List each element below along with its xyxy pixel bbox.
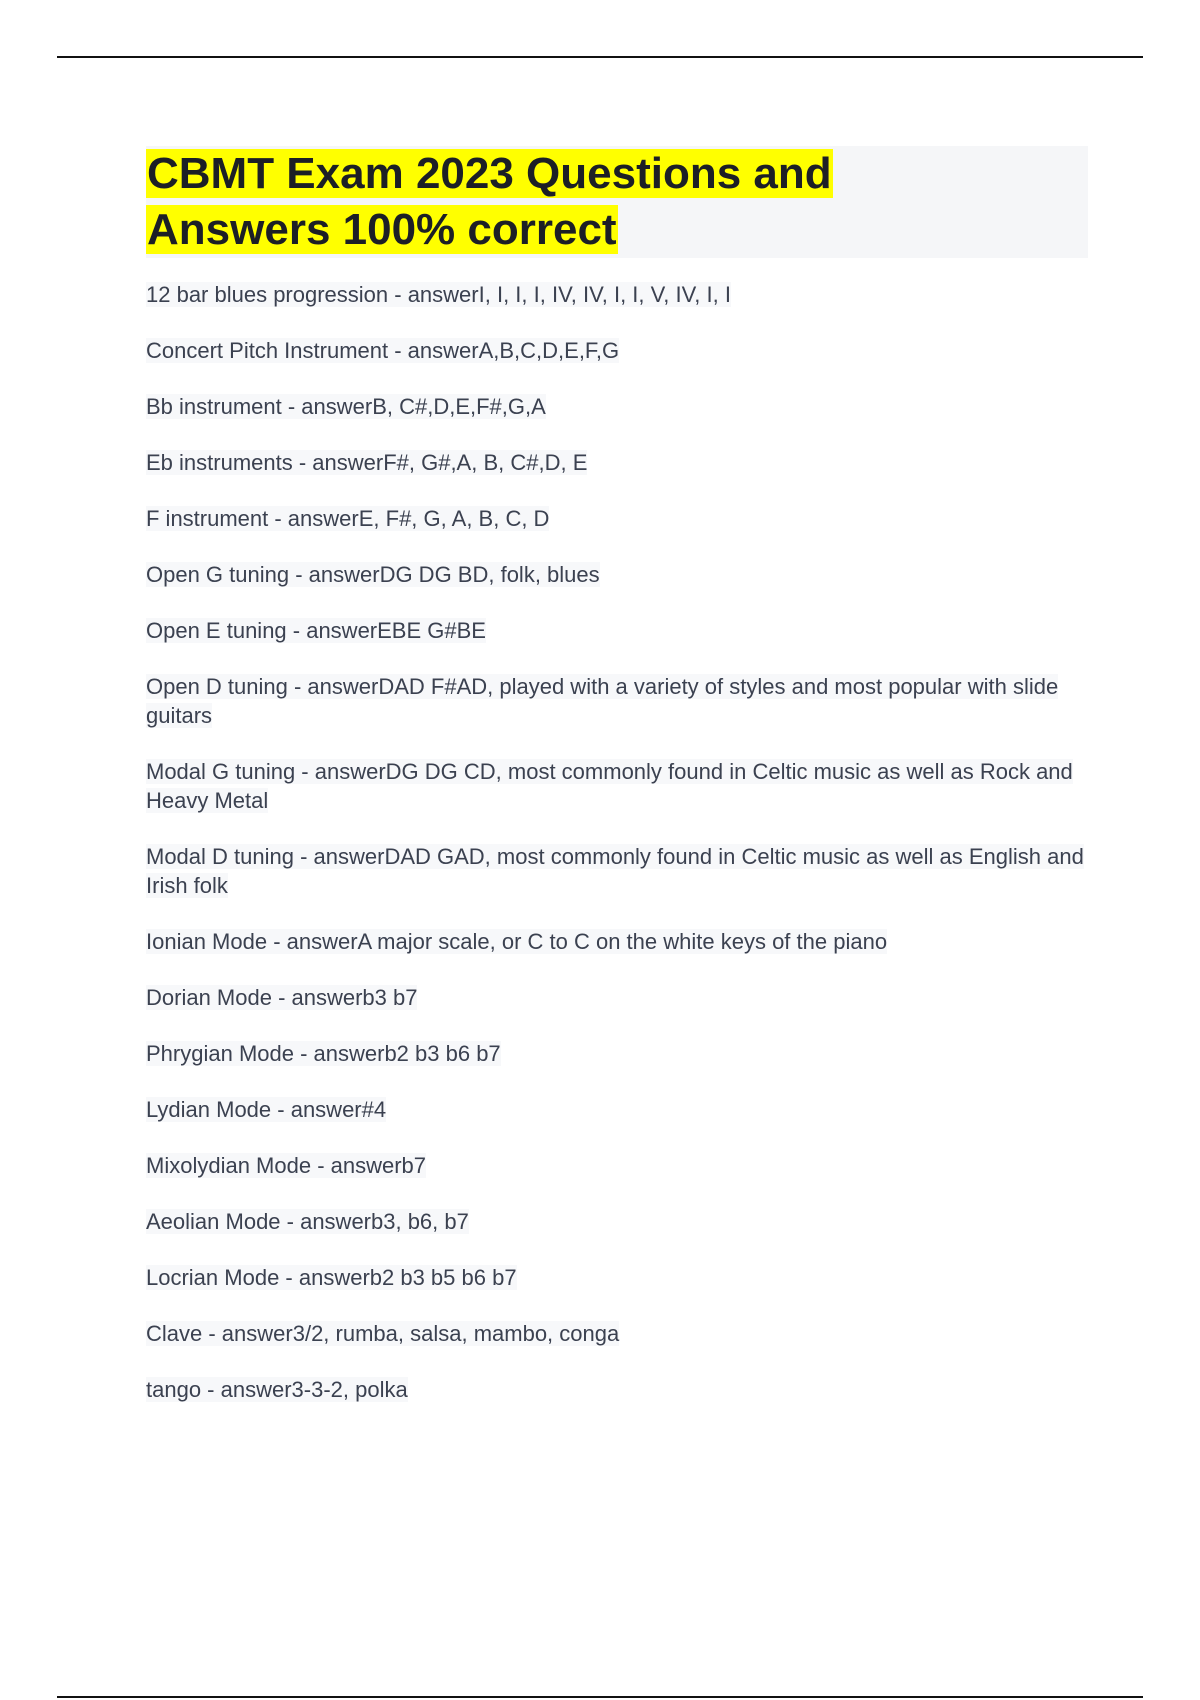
qa-item [146, 672, 1088, 730]
qa-item [146, 842, 1088, 900]
qa-text: F instrument - answerE, F#, G, A, B, C, D [146, 506, 550, 531]
qa-item [146, 927, 1088, 956]
qa-text: Concert Pitch Instrument - answerA,B,C,D,E,F,G [146, 338, 620, 363]
qa-item [146, 1263, 1088, 1292]
qa-item [146, 280, 1088, 309]
qa-text: tango - answer3-3-2, polka [146, 1377, 408, 1402]
bottom-rule [57, 1696, 1143, 1698]
qa-text: Modal G tuning - answerDG DG CD, most commonly found in Celtic music as well as Rock and Heavy Metal [146, 759, 1073, 813]
qa-text: Open G tuning - answerDG DG BD, folk, blues [146, 562, 600, 587]
qa-text: Lydian Mode - answer#4 [146, 1097, 387, 1122]
qa-text: Dorian Mode - answerb3 b7 [146, 985, 418, 1010]
qa-text: Ionian Mode - answerA major scale, or C to C on the white keys of the piano [146, 929, 888, 954]
qa-text: Modal D tuning - answerDAD GAD, most commonly found in Celtic music as well as English and Irish folk [146, 844, 1084, 898]
qa-item [146, 1207, 1088, 1236]
qa-item [146, 757, 1088, 815]
document-content [146, 146, 1088, 1431]
qa-item [146, 448, 1088, 477]
title-block [146, 146, 1088, 258]
qa-text: Open E tuning - answerEBE G#BE [146, 618, 486, 643]
qa-text: Phrygian Mode - answerb2 b3 b6 b7 [146, 1041, 501, 1066]
qa-text: Bb instrument - answerB, C#,D,E,F#,G,A [146, 394, 546, 419]
qa-item [146, 336, 1088, 365]
qa-list [146, 280, 1088, 1404]
qa-item [146, 616, 1088, 645]
qa-item [146, 1151, 1088, 1180]
document-title [146, 146, 1088, 258]
title-line-2: Answers 100% correct [147, 205, 617, 254]
qa-text: Aeolian Mode - answerb3, b6, b7 [146, 1209, 469, 1234]
qa-item [146, 1095, 1088, 1124]
qa-item [146, 1375, 1088, 1404]
top-rule [57, 56, 1143, 58]
qa-item [146, 983, 1088, 1012]
qa-item [146, 1319, 1088, 1348]
qa-text: Locrian Mode - answerb2 b3 b5 b6 b7 [146, 1265, 517, 1290]
qa-item [146, 560, 1088, 589]
qa-item [146, 504, 1088, 533]
qa-text: Mixolydian Mode - answerb7 [146, 1153, 427, 1178]
qa-text: Eb instruments - answerF#, G#,A, B, C#,D, E [146, 450, 588, 475]
qa-item [146, 1039, 1088, 1068]
qa-item [146, 392, 1088, 421]
qa-text: Clave - answer3/2, rumba, salsa, mambo, conga [146, 1321, 620, 1346]
qa-text: Open D tuning - answerDAD F#AD, played with a variety of styles and most popular with slide guitars [146, 674, 1059, 728]
qa-text: 12 bar blues progression - answerI, I, I, I, IV, IV, I, I, V, IV, I, I [146, 282, 731, 307]
title-line-1: CBMT Exam 2023 Questions and [147, 149, 832, 198]
